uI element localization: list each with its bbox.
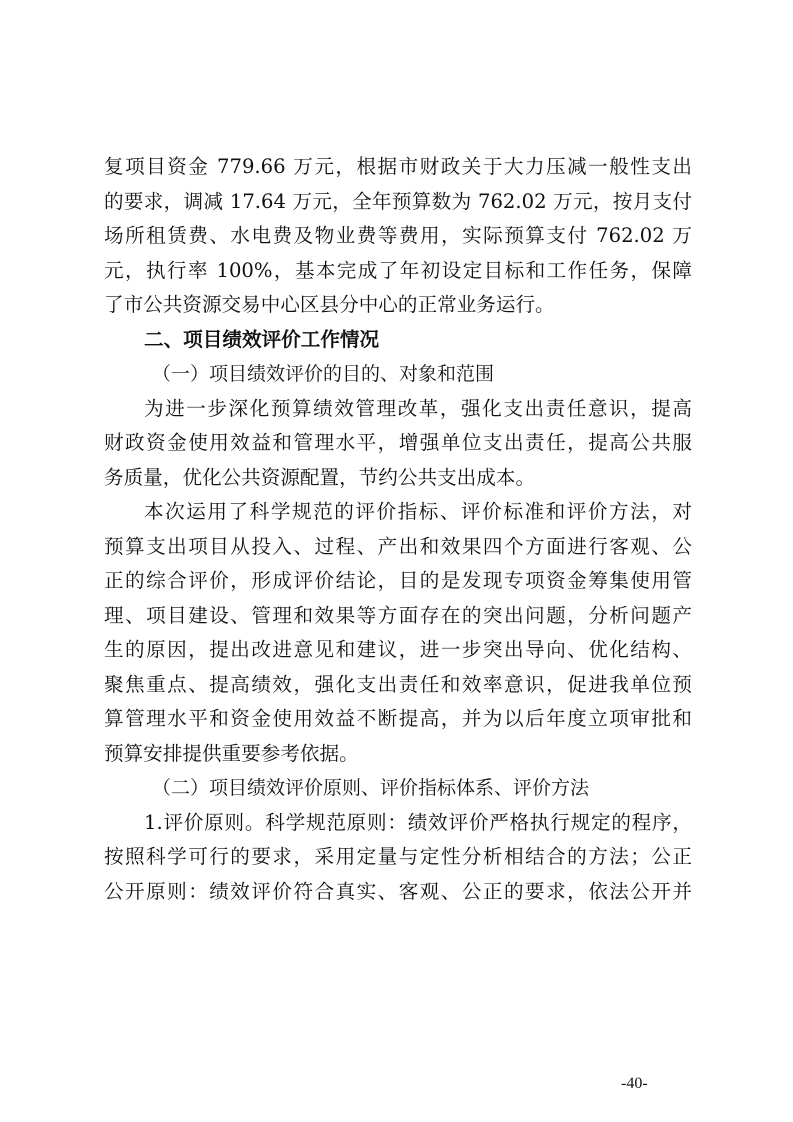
paragraph-line: 场所租赁费、水电费及物业费等费用，实际预算支付 762.02 万 — [104, 224, 692, 247]
body-text — [104, 150, 692, 909]
paragraph-line: 本次运用了科学规范的评价指标、评价标准和评价方法，对 — [144, 500, 692, 523]
paragraph-line: 了市公共资源交易中心区县分中心的正常业务运行。 — [104, 293, 555, 316]
paragraph-line: 预算安排提供重要参考依据。 — [104, 741, 359, 765]
section-heading: 二、项目绩效评价工作情况 — [144, 327, 380, 351]
paragraph-line: 正的综合评价，形成评价结论，目的是发现专项资金筹集使用管 — [104, 569, 692, 592]
paragraph-line: 元，执行率 100%，基本完成了年初设定目标和工作任务，保障 — [104, 258, 692, 282]
paragraph-line: 复项目资金 779.66 万元，根据市财政关于大力压减一般性支出 — [104, 155, 692, 178]
paragraph-line: 为进一步深化预算绩效管理改革，强化支出责任意识，提高 — [144, 396, 692, 420]
paragraph-line: 理、项目建设、管理和效果等方面存在的突出问题，分析问题产 — [104, 603, 692, 627]
paragraph-line: 聚焦重点、提高绩效，强化支出责任和效率意识，促进我单位预 — [104, 672, 692, 696]
paragraph-line: 预算支出项目从投入、过程、产出和效果四个方面进行客观、公 — [104, 534, 692, 558]
paragraph-line: 1.评价原则。科学规范原则：绩效评价严格执行规定的程序， — [144, 810, 692, 834]
paragraph-line: 财政资金使用效益和管理水平，增强单位支出责任，提高公共服 — [104, 431, 692, 454]
paragraph-line: 按照科学可行的要求，采用定量与定性分析相结合的方法；公正 — [104, 845, 692, 868]
paragraph-line: 公开原则：绩效评价符合真实、客观、公正的要求，依法公开并 — [104, 879, 692, 903]
paragraph-line: 的要求，调减 17.64 万元，全年预算数为 762.02 万元，按月支付 — [104, 189, 692, 213]
paragraph-line: 生的原因，提出改进意见和建议，进一步突出导向、优化结构、 — [104, 638, 692, 661]
page-number: -40- — [621, 1075, 648, 1092]
subsection-heading: （二）项目绩效评价原则、评价指标体系、评价方法 — [152, 777, 590, 799]
subsection-heading: （一）项目绩效评价的目的、对象和范围 — [152, 363, 495, 385]
paragraph-line: 务质量，优化公共资源配置，节约公共支出成本。 — [104, 465, 536, 489]
paragraph-line: 算管理水平和资金使用效益不断提高，并为以后年度立项审批和 — [104, 707, 692, 730]
